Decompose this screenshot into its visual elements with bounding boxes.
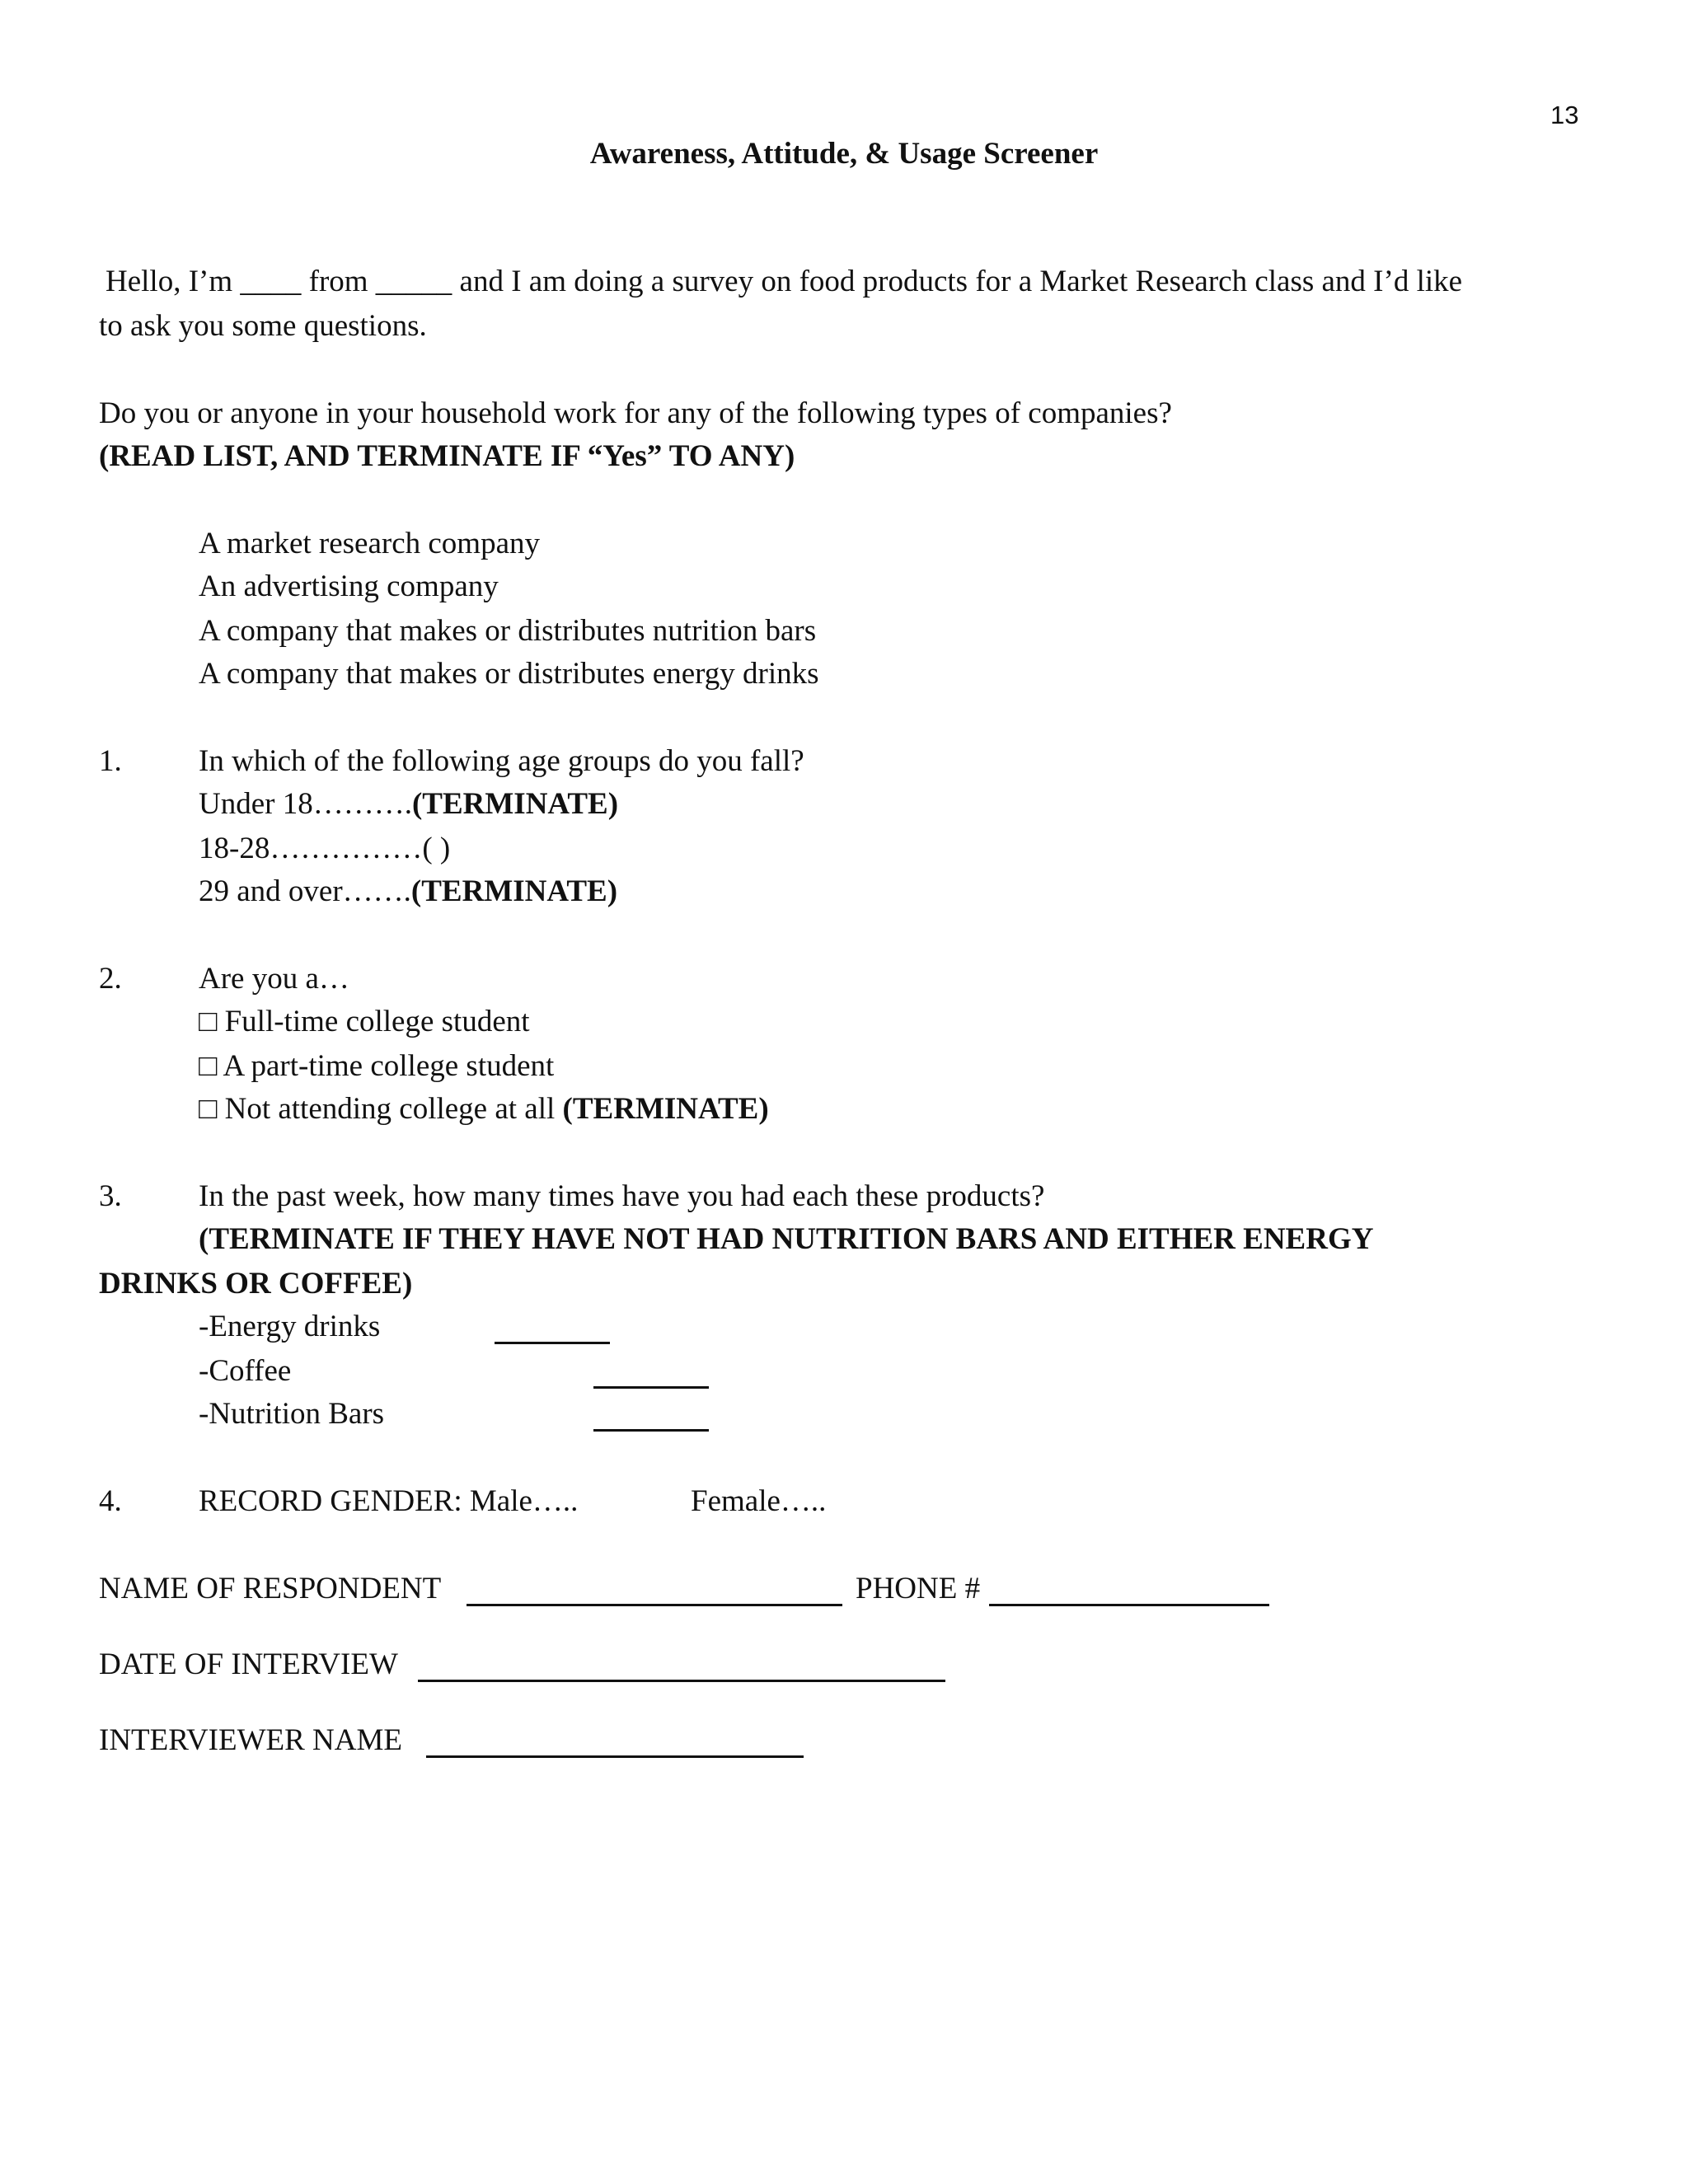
q2-option-full-time: □ Full-time college student	[199, 1005, 530, 1038]
q2-question: Are you a…	[199, 962, 349, 996]
q3-item-coffee: -Coffee	[199, 1354, 292, 1388]
q4-number: 4.	[99, 1484, 122, 1518]
respondent-name-field[interactable]	[467, 1604, 842, 1606]
q1-question: In which of the following age groups do you fall?	[199, 744, 804, 778]
nutrition-bars-blank[interactable]	[593, 1429, 709, 1432]
q1-option-under-18: Under 18……….(TERMINATE)	[199, 787, 619, 821]
q2-option-part-time: □ A part-time college student	[199, 1049, 555, 1083]
phone-field[interactable]	[989, 1604, 1269, 1606]
intro-line-1: Hello, I’m ____ from _____ and I am doing a survey on food products for a Market Research class and I’d like	[106, 265, 1463, 298]
page-number: 13	[1550, 101, 1579, 129]
q3-item-energy-drinks: -Energy drinks	[199, 1310, 381, 1343]
interviewer-name-field[interactable]	[426, 1755, 804, 1758]
q4-female-option: Female…..	[691, 1484, 827, 1518]
terminate-note: (TERMINATE)	[411, 787, 619, 821]
q3-question: In the past week, how many times have you had each these products?	[199, 1179, 1045, 1213]
q2-number: 2.	[99, 962, 122, 996]
energy-drinks-blank[interactable]	[495, 1342, 610, 1344]
q3-instruction-line-2: DRINKS OR COFFEE)	[99, 1267, 413, 1301]
interviewer-name-label: INTERVIEWER NAME	[99, 1723, 402, 1757]
q2-option-not-attending: □ Not attending college at all (TERMINATE)	[199, 1092, 769, 1126]
company-item: An advertising company	[199, 569, 499, 603]
q3-item-nutrition-bars: -Nutrition Bars	[199, 1397, 385, 1431]
household-instruction: (READ LIST, AND TERMINATE IF “Yes” TO ANY)	[99, 439, 795, 473]
coffee-blank[interactable]	[593, 1386, 709, 1389]
interview-date-label: DATE OF INTERVIEW	[99, 1647, 398, 1681]
interview-date-field[interactable]	[418, 1680, 945, 1682]
q1-option-18-28: 18-28……………( )	[199, 832, 451, 865]
q3-number: 3.	[99, 1179, 122, 1213]
intro-line-2: to ask you some questions.	[99, 309, 427, 343]
q4-gender-label: RECORD GENDER: Male…..	[199, 1484, 579, 1518]
terminate-note: (TERMINATE)	[562, 1092, 769, 1126]
phone-label: PHONE #	[856, 1572, 981, 1605]
company-item: A company that makes or distributes nutrition bars	[199, 614, 817, 648]
q3-instruction-line-1: (TERMINATE IF THEY HAVE NOT HAD NUTRITION BARS AND EITHER ENERGY	[199, 1222, 1374, 1256]
page-title: Awareness, Attitude, & Usage Screener	[589, 137, 1099, 171]
company-item: A company that makes or distributes energy drinks	[199, 657, 819, 691]
q1-option-29-over: 29 and over…….(TERMINATE)	[199, 874, 618, 908]
household-question: Do you or anyone in your household work for any of the following types of companies?	[99, 396, 1172, 430]
company-item: A market research company	[199, 527, 541, 560]
q1-number: 1.	[99, 744, 122, 778]
terminate-note: (TERMINATE)	[410, 874, 618, 908]
respondent-name-label: NAME OF RESPONDENT	[99, 1572, 442, 1605]
